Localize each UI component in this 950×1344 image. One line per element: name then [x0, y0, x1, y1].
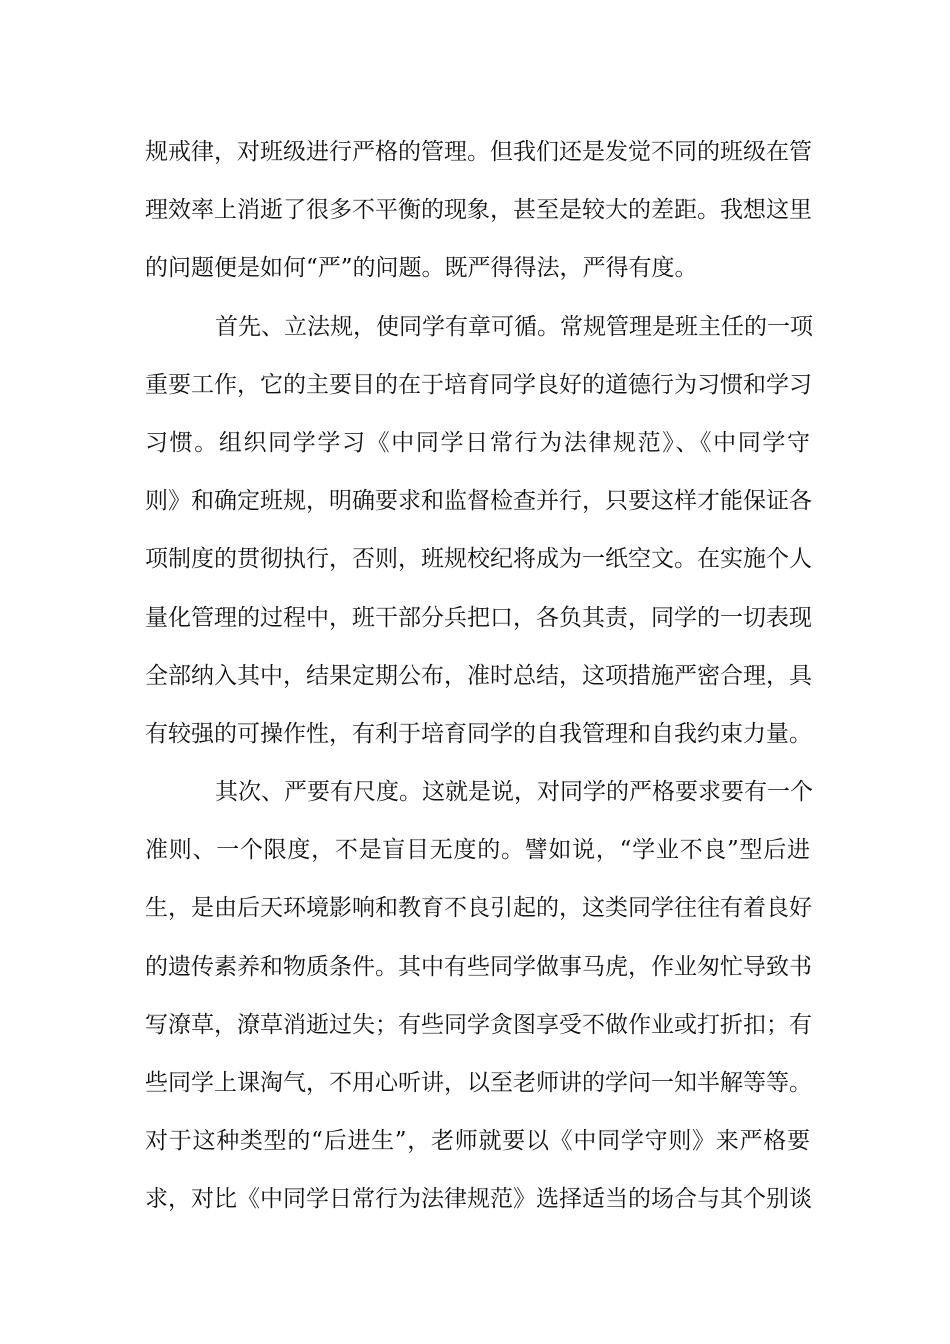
text-line: 理效率上消逝了很多不平衡的现象，甚至是较大的差距。我想这里 — [145, 197, 812, 224]
text-line: 有较强的可操作性，有利于培育同学的自我管理和自我约束力量。 — [145, 720, 812, 747]
paragraph-first-line: 其次、严要有尺度。这就是说，对同学的严格要求要有一个 — [215, 779, 813, 806]
text-line: 全部纳入其中，结果定期公布，准时总结，这项措施严密合理，具 — [145, 662, 812, 689]
text-line: 规戒律，对班级进行严格的管理。但我们还是发觉不同的班级在管 — [145, 139, 812, 165]
text-line: 准则、一个限度，不是盲目无度的。譬如说，“学业不良”型后进 — [145, 837, 810, 864]
text-line: 重要工作，它的主要目的在于培育同学良好的道德行为习惯和学习 — [145, 371, 812, 398]
text-line: 量化管理的过程中，班干部分兵把口，各负其责，同学的一切表现 — [145, 604, 812, 631]
text-line: 的问题便是如何“严”的问题。既严得得法，严得有度。 — [145, 255, 698, 282]
text-line: 习惯。组织同学学习《中同学日常行为法律规范》、《中同学守 — [145, 429, 810, 456]
text-line: 生，是由后天环境影响和教育不良引起的，这类同学往往有着良好 — [145, 895, 812, 922]
paragraph-first-line: 首先、立法规，使同学有章可循。常规管理是班主任的一项 — [215, 313, 813, 340]
text-line: 的遗传素养和物质条件。其中有些同学做事马虎，作业匆忙导致书 — [145, 953, 812, 980]
text-line: 项制度的贯彻执行，否则，班规校纪将成为一纸空文。在实施个人 — [145, 546, 812, 573]
text-line: 些同学上课淘气，不用心听讲，以至老师讲的学问一知半解等等。 — [145, 1070, 812, 1096]
text-line: 则》和确定班规，明确要求和监督检查并行，只要这样才能保证各 — [145, 488, 812, 515]
text-line: 求，对比《中同学日常行为法律规范》选择适当的场合与其个别谈 — [145, 1186, 812, 1213]
text-line: 写潦草，潦草消逝过失；有些同学贪图享受不做作业或打折扣；有 — [145, 1011, 812, 1038]
text-line: 对于这种类型的“后进生”，老师就要以《中同学守则》来严格要 — [145, 1128, 810, 1155]
body-text — [145, 130, 813, 1236]
